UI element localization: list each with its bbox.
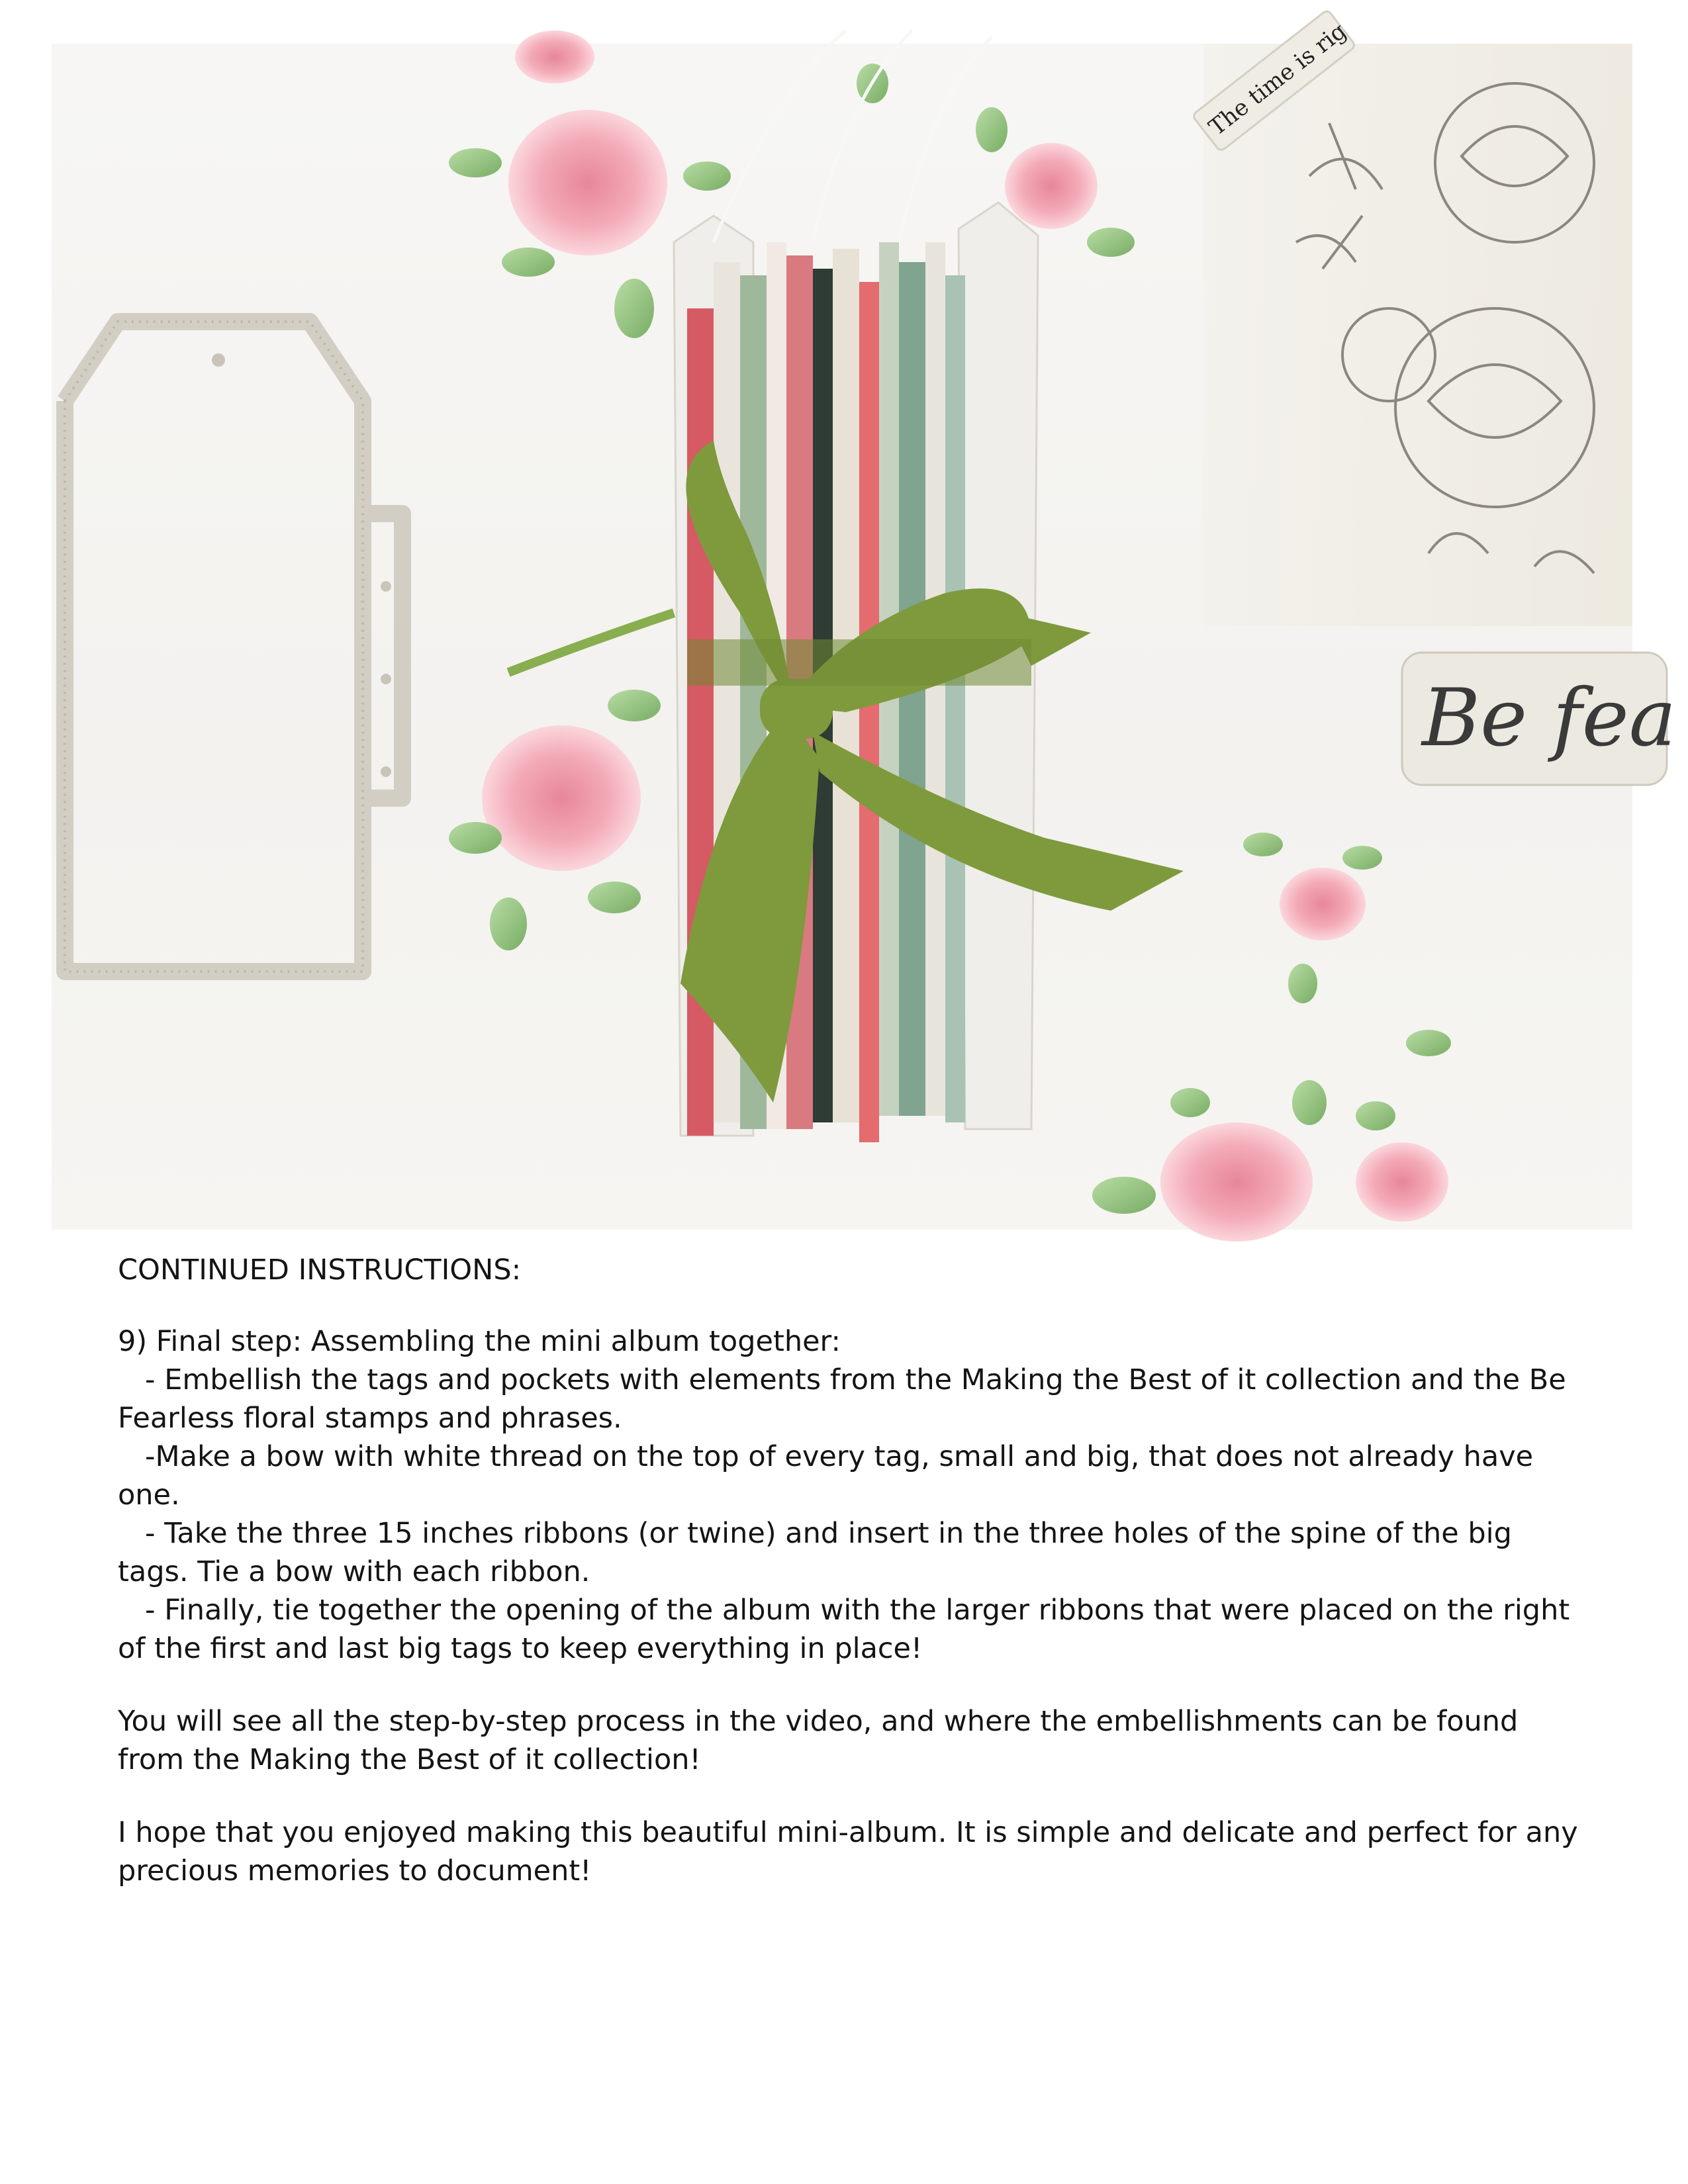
closing-paragraph: I hope that you enjoyed making this beautiful mini-album. It is simple and delicate and perfect for any precious memories to document! bbox=[118, 1816, 1587, 1888]
rose-cluster-left bbox=[449, 613, 674, 950]
stamp-sheet bbox=[1203, 44, 1632, 626]
step-bullet: - Embellish the tags and pockets with elements from the Making the Best of it collection and the Be Fearless floral stamps and phrases. bbox=[118, 1363, 1575, 1435]
mini-album-photo bbox=[52, 17, 1677, 1230]
tag-die bbox=[65, 322, 402, 972]
instructions-heading: CONTINUED INSTRUCTIONS: bbox=[118, 1253, 522, 1287]
rose-cluster-bottom-right bbox=[1092, 833, 1451, 1242]
step-bullet: -Make a bow with white thread on the top of every tag, small and big, that does not already have one. bbox=[118, 1440, 1542, 1512]
video-note: You will see all the step-by-step process in the video, and where the embellishments can be found from the Making the Best of it collection! bbox=[118, 1705, 1528, 1776]
step-bullet: - Finally, tie together the opening of the album with the larger ribbons that were placed on the right of the first and last big tags to keep everything in place! bbox=[118, 1594, 1579, 1665]
step-bullet: - Take the three 15 inches ribbons (or twine) and insert in the three holes of the spine of the big tags. Tie a bow with each ribbon. bbox=[118, 1517, 1521, 1588]
stamp-phrase-fearless-text: Be fea bbox=[1422, 672, 1677, 764]
stamp-phrase-fearless bbox=[1402, 653, 1676, 785]
step-title: 9) Final step: Assembling the mini album together: bbox=[118, 1325, 841, 1358]
stamp-phrase-time-text: The time is rig bbox=[1203, 17, 1352, 142]
instructions-text bbox=[118, 1251, 1587, 1890]
